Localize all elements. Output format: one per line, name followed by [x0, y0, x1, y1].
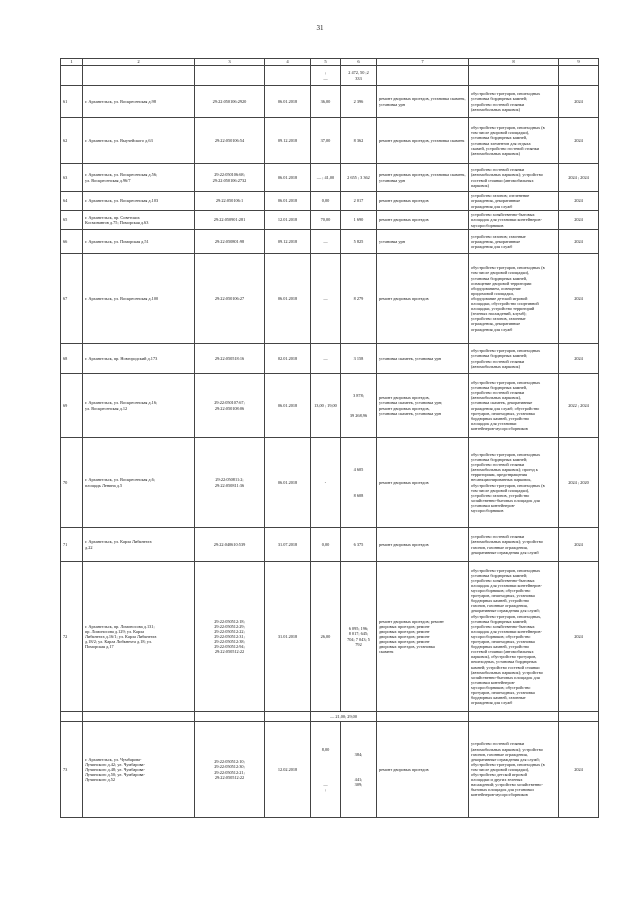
table-row	[61, 230, 599, 254]
row-works: ремонт дворовых проездов, установка скамеек, установка урн	[379, 96, 466, 107]
separator-text: — 21,00; 29,00	[330, 713, 357, 719]
register-table	[60, 58, 599, 818]
row-area: —	[323, 295, 328, 301]
row-works: установка урн	[379, 238, 405, 244]
row-works: установка скамеек, установка урн	[379, 355, 441, 361]
row-year: 2024	[574, 217, 583, 223]
row-number: 66	[63, 238, 68, 244]
row-cadastral: 29:22:050901:281	[213, 217, 246, 223]
row-cost: 2 017	[353, 198, 364, 204]
row-address: г. Архангельск, ул. Карла Либкнехта д.22	[85, 539, 152, 550]
separator-row	[61, 712, 599, 722]
row-date: 06.01.2018	[277, 98, 298, 104]
row-cost: 3 158	[353, 355, 364, 361]
row-area: —	[323, 355, 328, 361]
cont-cost: 2 472, 50 ;2 333	[348, 70, 369, 81]
row-cost: 2 655 ; 3 362	[347, 174, 370, 180]
row-cadastral: 29:22:050106:27	[214, 295, 245, 301]
table-row	[61, 528, 599, 562]
row-year: 2024	[574, 98, 583, 104]
row-date: 09.12.2018	[277, 137, 298, 143]
table-row	[61, 164, 599, 192]
row-cadastral: 29:22:040610:539	[213, 541, 246, 547]
row-date: 31.01.2018	[277, 633, 298, 639]
header-col-3: 3	[195, 59, 265, 66]
row-number: 65	[63, 217, 68, 223]
row-improvement: обустройство тротуаров, пешеходных установка бордюрных камней; устройство гостевой стоянки (автомобильных парковок)	[471, 91, 541, 112]
table-row	[61, 211, 599, 230]
row-cost: 6 375	[353, 541, 364, 547]
row-improvement: обустройство тротуаров, пешеходных (в том числе дворовой площадки), установка бордюрных камней, установка элементов для отдыха скамей, устройство гостевой стоянки (автомобильных парковок)	[471, 125, 545, 156]
row-improvement: устройство гостевой стоянки (автомобильных парковок); устройство газонов, газонные ограждения, декоративные ограждения для служб	[471, 534, 543, 555]
row-address: г. Архангельск, ул. Воскресенская д.103	[85, 198, 159, 204]
row-cost: 2 396	[353, 98, 364, 104]
header-col-8: 8	[469, 59, 559, 66]
header-col-9: 9	[559, 59, 599, 66]
row-number: 69	[63, 402, 68, 408]
row-area: 70,00	[320, 217, 331, 223]
row-improvement: обустройство тротуаров, пешеходных установка бордюрных камней; устройство гостевой стоянки (автомобильных парковок); проезд к территориям, предотвращения несанкционированных парковок, обустройство тротуаров, пешеходных (в том числе дворовой площадки), устройство газонов, устройство хозяйственно-бытовых площадок для установки контейнеров- мусоросборников	[471, 451, 545, 513]
row-cadastral: 29:22:050801:98	[214, 238, 245, 244]
row-number: 72	[63, 633, 68, 639]
row-cadastral: 29:22:050811:2; 29:22:050811:36	[214, 477, 245, 488]
row-address: г. Архангельск, ул. Воскресенская д.100	[85, 295, 159, 301]
header-col-6: 6	[341, 59, 377, 66]
row-number: 68	[63, 355, 68, 361]
row-works: ремонт дворовых проездов	[379, 217, 429, 223]
row-cadastral: 29:22:050518:16	[214, 355, 245, 361]
header-col-4: 4	[265, 59, 311, 66]
row-year: 2024 ; 2024	[568, 174, 589, 180]
row-cadastral: 29:22:050106:2920	[212, 98, 247, 104]
row-works: ремонт дворовых проездов	[379, 198, 429, 204]
row-year: 2024	[574, 633, 583, 639]
table-row	[61, 254, 599, 344]
row-address: г. Архангельск, ул. Воскресенская д.56; ул. Воскресенская д.96/7	[85, 172, 158, 183]
row-area: 8,00	[321, 746, 330, 752]
header-col-1: 1	[61, 59, 83, 66]
row-area: 36,00	[320, 98, 331, 104]
row-address: г. Архангельск, ул. Воскресенская д.16; ул. Воскресенская д.12	[85, 400, 158, 411]
row-date: 31.07.2018	[277, 541, 298, 547]
row-date: 06.01.2018	[277, 198, 298, 204]
header-row	[61, 59, 599, 66]
table-row	[61, 374, 599, 438]
page-number: 31	[316, 24, 324, 32]
row-area: — ; 41,00	[316, 174, 335, 180]
row-number: 62	[63, 137, 68, 143]
row-number: 73	[63, 766, 68, 772]
row-number: 70	[63, 479, 68, 485]
header-col-7: 7	[377, 59, 469, 66]
row-works: ремонт дворовых проездов	[379, 766, 429, 772]
row-improvement: устройство газонов; газонные ограждения, декоративные ограждения для служб	[471, 233, 526, 250]
row-number: 63	[63, 174, 68, 180]
row-improvement: устройство хозяйственно-бытовых площадок для установки контейнеров- мусоросборников	[471, 212, 542, 228]
row-year: 2024	[574, 137, 583, 143]
row-date: 09.12.2018	[277, 238, 298, 244]
row-cost: 5 825	[353, 238, 364, 244]
row-works: ремонт дворовых проездов, установка скамеек	[379, 137, 465, 143]
row-date: 06.01.2018	[277, 402, 298, 408]
row-works: ремонт дворовых проездов	[379, 479, 429, 485]
row-address: г. Архангельск, пр. Новгородский д.173	[85, 355, 158, 361]
table-row	[61, 118, 599, 164]
row-area: 0,00	[321, 541, 330, 547]
row-improvement: обустройство тротуаров, пешеходных установка бордюрных камней; устройство гостевой стоянки (автомобильных парковок)	[471, 348, 541, 369]
row-date: 02.01.2018	[277, 355, 298, 361]
row-year: 2024 ; 2020	[568, 479, 589, 485]
row-cost: 3 878; 39 268,96	[349, 392, 368, 419]
table-row	[61, 562, 599, 712]
row-year: 2024	[574, 198, 583, 204]
row-area: 37,00	[320, 137, 331, 143]
row-date: 06.01.2018	[277, 174, 298, 180]
row-number: 61	[63, 98, 68, 104]
row-cadastral: 29:22:050512:10; 29:22:050512:30; 29:22:050512:21; 29:22:050512:22	[214, 759, 245, 780]
row-year: 2024	[574, 541, 583, 547]
row-works: ремонт дворовых проездов	[379, 295, 429, 301]
row-year: 2024	[574, 238, 583, 244]
row-improvement: устройство гостевой стоянки (автомобильных парковок); устройство газонов, газонные ограждения, декоративные ограждения для служб; обустройство тротуаров, пешеходных (в том числе дворовой площадки), обустройство детской игровой площадки и других зеленых насаждений; устройство хозяйственно- бытовых площадок для установки контейнеров-мусоросборников	[471, 741, 545, 798]
table-row	[61, 344, 599, 374]
row-address: г. Архангельск, ул. Выучейского д.63	[85, 137, 153, 143]
row-improvement: обустройство тротуаров, пешеходных (в том числе дворовой площадки), установка бордюрных камней, оснащение дворовой территории оборудованием, освещение придомовой площадки, оборудование детской игровой площадки, обустройство спортивной площадки, устройство территорий (зеленых насаждений, клумб); устройство газонов, газонные ограждения, декоративные ограждения для служб	[471, 265, 545, 332]
row-improvement: устройство гостевой стоянки (автомобильных парковок); устройство гостевой стоянки (автомобильных парковок)	[471, 167, 543, 188]
table-row	[61, 722, 599, 818]
row-area: 26,00	[320, 633, 331, 639]
row-number: 67	[63, 295, 68, 301]
row73-extra: — ;	[323, 781, 328, 793]
row-date: 12.01.2018	[277, 217, 298, 223]
row-works: ремонт дворовых проездов, установка скамеек, установка урн; ремонт дворовых проездов, установка скамеек, установка урн	[379, 395, 443, 416]
row-cadastral: 29:22:050106:68; 29:22:050106:2732	[212, 172, 247, 183]
row-date: 12.02.2018	[277, 766, 298, 772]
row-area: -	[324, 479, 327, 485]
row-improvement: обустройство тротуаров, пешеходных установка бордюрных камней; устройство хозяйственно-бытовых площадок для установки контейнеров- мусоросборников; обустройство тротуаров, пешеходных, установка бордюрных камней, устройство газонов, газонные ограждения, декоративные ограждения для служб; обустройство тротуаров, пешеходных, установка бордюрных камней; устройство хозяйственно-бытовых площадок для установки контейнеров- мусоросборников; обустройство тротуаров, пешеходных, установка бордюрных камней, устройство гостевой стоянки (автомобильных парковок), обустройство тротуаров, пешеходных, установка бордюрных камней; устройство гостевой стоянки (автомобильных парковок); устройство хозяйственно-бытовых площадок для установки контейнеров- мусоросборников; обустройство тротуаров, пешеходных, установка бордюрных камней, газонные ограждения для служб	[471, 567, 543, 706]
row-cost: 8 362	[353, 137, 364, 143]
row-cadastral: 29:22:050106:1	[215, 198, 244, 204]
row-address: г. Архангельск, пр. Советских Космонавтов д.75; Поморская д.63	[85, 214, 149, 225]
row-cost: 384; 441; 309;	[354, 751, 363, 788]
row-address: г. Архангельск, ул. Воскресенская д.6; площадь Ленина д.5	[85, 477, 156, 488]
row-cost: 8 279	[353, 295, 364, 301]
table-row	[61, 192, 599, 211]
row-cost: 1 690	[353, 217, 364, 223]
row-address: г. Архангельск, ул. Чумбарова- Лучинского д.42; ул. Чумбарова- Лучинского д.48; ул. Чумбарова- Лучинского д.50; ул. Чумбарова- Лучинского д.52	[85, 756, 145, 783]
row-area: 0,00	[321, 198, 330, 204]
row-date: 06.01.2018	[277, 295, 298, 301]
row-address: г. Архангельск, ул. Поморская д.51	[85, 238, 149, 244]
row-cadastral: 29:22:050512:18; 29:22:050512:29; 29:22:050512:22; 29:22:050512:31; 29:22:050512:38; 29:22:050512:94; 29:22:050512:22	[214, 618, 245, 655]
row-year: 2024	[574, 355, 583, 361]
row-works: ремонт дворовых проездов; ремонт дворовых проездов; ремонт дворовых проездов; ремонт дворовых проездов; ремонт дворовых проездов; ремонт дворовых проездов, установка скамеек	[379, 618, 444, 655]
row-address: г. Архангельск, пр. Ломоносова д.131; пр. Ломоносова д.129; ул. Карла Либкнехта д.16/1; ул. Карла Либкнехта д.18/2; ул. Карла Либкнехта д.18; ул. Поморская д.17	[85, 623, 157, 650]
row-number: 71	[63, 541, 68, 547]
header-col-2: 2	[83, 59, 195, 66]
continuation-row	[61, 66, 599, 86]
cont-area: ; —	[323, 70, 328, 81]
row-improvement: обустройство тротуаров, пешеходных установка бордюрных камней, устройство гостевой стоянки (автомобильных парковок), установка скамеек, декоративные ограждения для служб; обустройство тротуаров, пешеходных, установка бордюрных камней, устройство площадок для установки контейнеров-мусоросборников	[471, 380, 541, 431]
row-cadastral: 29:22:050106:54	[214, 137, 245, 143]
row-cost: 4 605 8 608	[353, 467, 364, 498]
row-year: 2022 ; 2024	[568, 402, 589, 408]
row-cadastral: 29:22:050107:67; 29:22:050108:06	[214, 400, 245, 411]
row-works: ремонт дворовых проездов, установка скамеек, установка урн	[379, 172, 466, 183]
row-area: 13,00 ; 19,00	[314, 402, 337, 408]
row-area: —	[323, 238, 328, 244]
table-row	[61, 86, 599, 118]
row-address: г. Архангельск, ул. Воскресенская д.98	[85, 98, 156, 104]
row-number: 64	[63, 198, 68, 204]
row-cost: 6 095; 196; 8 017; 645; 704; 7 043; 5 792	[347, 626, 370, 647]
table-row	[61, 438, 599, 528]
header-col-5: 5	[311, 59, 341, 66]
row-works: ремонт дворовых проездов	[379, 541, 429, 547]
row-year: 2024	[574, 766, 583, 772]
row-year: 2024	[574, 295, 583, 301]
row-improvement: устройство газонов; озеленение ограждения, декоративные ограждения для служб	[471, 193, 530, 209]
row-date: 06.01.2018	[277, 479, 298, 485]
